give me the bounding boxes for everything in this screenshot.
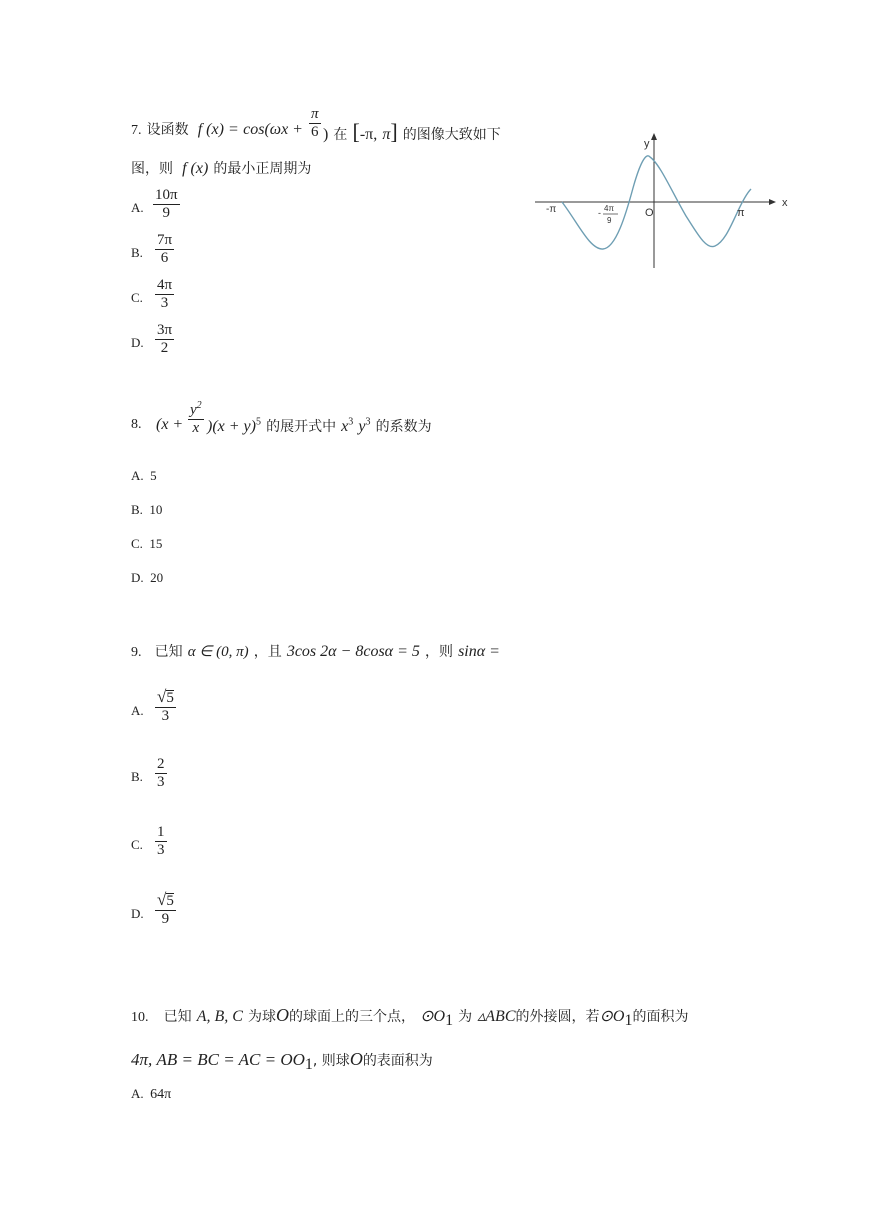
q10-circle-1: ⊙O — [420, 1008, 446, 1025]
q7-bracket-left: [ — [352, 119, 360, 144]
q10-text-2: 为球 — [248, 1009, 276, 1025]
q9-equation: 3cos 2α − 8cosα = 5 — [286, 643, 420, 660]
q8-option-d: D. 20 — [131, 570, 164, 585]
graph-x-label: x — [782, 197, 788, 209]
q10-sphere-o-2: O — [349, 1049, 363, 1069]
q8-number: 8. — [131, 417, 142, 432]
q7-fx-2: f (x) — [182, 160, 209, 177]
q9-option-c-fraction: 1 3 — [157, 824, 165, 859]
q9-stem — [131, 641, 500, 661]
q10-option-a: A. 64π — [131, 1086, 172, 1102]
q7-text-4: 的最小正周期为 — [213, 161, 312, 177]
q9-condition: α ∈ (0, π) — [187, 644, 249, 660]
q7-stem-line1 — [131, 119, 303, 139]
graph-y-label: y — [644, 138, 650, 150]
q7-option-d-fraction: 3π 2 — [157, 322, 173, 357]
q8-option-b: B. 10 — [131, 502, 163, 517]
q7-pi-over-6: π 6 — [311, 106, 319, 141]
q7-text-2: 的图像大致如下 — [402, 127, 501, 143]
graph-tick-den: 9 — [607, 216, 612, 225]
graph-tick-minus: - — [598, 208, 601, 218]
q9-text-2: ，且 — [253, 644, 282, 660]
graph-tick-num: 4π — [604, 204, 614, 213]
q7-eq: = — [228, 121, 239, 138]
q7-close-paren: ) — [323, 126, 329, 143]
x-axis-arrow — [769, 199, 776, 205]
q8-text-2: 的系数为 — [375, 419, 432, 435]
q10-number: 10. — [131, 1010, 149, 1025]
q10-text-5: 的外接圆，若 — [515, 1009, 600, 1025]
q10-condition: 4π, AB = BC = AC = OO — [131, 1050, 305, 1069]
q10-text-3: 的球面上的三个点， — [289, 1009, 415, 1025]
q8-term-y: y — [358, 418, 366, 435]
q7-number: 7. — [131, 123, 142, 138]
q10-text-8: 的表面积为 — [362, 1053, 433, 1069]
q8-option-c: C. 15 — [131, 536, 163, 551]
q8-stem-rest: )$(x + y)^5$ 的展开式中 $x^3$ $y^3$ 的系数为 — [207, 416, 432, 435]
q10-stem-line1: 10. 已知 A, B, C 为球O的球面上的三个点， $⊙O_1$ 为 ▵ABC的外接圆，若$⊙O_1$的面积为 — [131, 1005, 689, 1030]
q10-circle-2: ⊙O — [599, 1008, 625, 1025]
q7-text-3: 图，则 — [131, 161, 173, 177]
y-axis-arrow — [651, 133, 657, 140]
q8-expr-b: )(x + y) — [207, 418, 256, 435]
q7-option-a-fraction: 10π 9 — [155, 187, 178, 222]
q7-text-in: 在 — [333, 127, 348, 143]
q7-stem-line1b — [323, 119, 501, 145]
q10-sphere-o: O — [276, 1005, 289, 1025]
q7-text-1: 设函数 — [146, 122, 189, 138]
q7-fx: f (x) — [197, 121, 224, 138]
q9-text-3: ，则 — [424, 644, 453, 660]
q10-text-6: 的面积为 — [632, 1009, 689, 1025]
q8-y2-over-x: $y^2$ x — [190, 400, 202, 437]
q8-term-x: x — [341, 418, 349, 435]
q7-bracket-right: ] — [390, 119, 398, 144]
q9-option-b-fraction: 2 3 — [157, 756, 165, 791]
q10-text-1: 已知 — [163, 1009, 192, 1025]
q8-text-1: 的展开式中 — [266, 419, 337, 435]
q9-option-d-fraction: √ 5 9 — [157, 890, 174, 928]
q10-text-4: 为 — [458, 1009, 473, 1025]
graph-pi-label: π — [737, 207, 745, 219]
q10-text-7: , 则球 — [312, 1053, 350, 1069]
q10-points: A, B, C — [196, 1008, 243, 1025]
q9-text-1: 已知 — [154, 644, 183, 660]
q10-triangle: ▵ABC — [477, 1008, 516, 1025]
q9-ask: sinα = — [458, 643, 500, 660]
graph-neg-pi-label: -π — [546, 204, 557, 215]
q7-interval-a: -π, — [359, 126, 378, 143]
q7-stem-line2 — [131, 158, 311, 178]
q10-stem-line2: 4π, AB = BC = AC = $OO_1$, 则球O的表面积为 — [131, 1049, 433, 1074]
q7-option-c-fraction: 4π 3 — [157, 277, 173, 312]
q8-option-a: A. 5 — [131, 468, 157, 483]
q7-option-b-fraction: 7π 6 — [157, 232, 173, 267]
q9-number: 9. — [131, 645, 142, 660]
q7-function-graph — [530, 128, 800, 273]
q7-interval-b: π — [382, 126, 391, 143]
q8-expr-a: (x + — [156, 416, 184, 433]
q7-cos-open: cos(ωx + — [243, 121, 303, 138]
q9-option-a-fraction: √ 5 3 — [157, 687, 174, 725]
graph-origin-label: O — [645, 207, 654, 219]
